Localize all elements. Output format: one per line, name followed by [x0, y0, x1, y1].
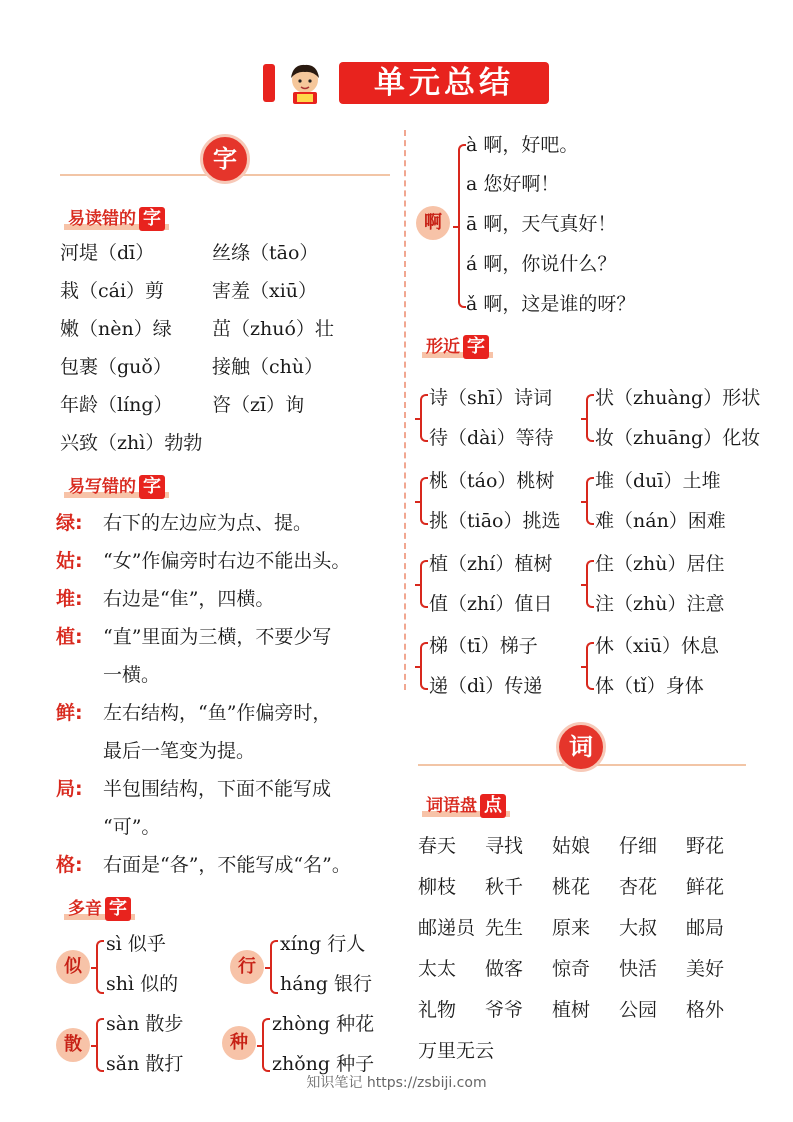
word-item: 快活 — [619, 958, 658, 980]
footer-watermark: 知识笔记 https://zsbiji.com — [306, 1075, 487, 1091]
subheader-yidu: 易读错的 字 — [68, 207, 165, 231]
list-item: 嫩（nèn）绿 — [60, 318, 172, 340]
note-text: 半包围结构，下面不能写成 — [103, 778, 332, 800]
section-badge-zi: 字 — [200, 134, 250, 184]
char-label: 堆: — [56, 588, 83, 610]
list-item: 接触（chù） — [212, 356, 324, 378]
word-item: 惊奇 — [552, 958, 591, 980]
reading-item: á 啊，你说什么？ — [466, 253, 617, 275]
reading-item: xíng 行人 — [280, 933, 366, 955]
note-text: 左右结构，“鱼”作偏旁时， — [103, 702, 332, 724]
reading-item: sì 似乎 — [106, 933, 166, 955]
reading-item: zhǒng 种子 — [272, 1053, 375, 1075]
brace-icon — [420, 560, 428, 608]
reading-item: shì 似的 — [106, 973, 179, 995]
reading-item: sàn 散步 — [106, 1013, 184, 1035]
pair-item: 待（dài）等待 — [429, 427, 554, 449]
word-item: 春天 — [418, 835, 457, 857]
word-item: 礼物 — [418, 999, 457, 1021]
note-text: 右边是“隹”，四横。 — [103, 588, 275, 610]
note-text: “可”。 — [103, 816, 161, 838]
note-text: 右下的左边应为点、提。 — [103, 512, 313, 534]
pair-item: 注（zhù）注意 — [595, 593, 725, 615]
pair-item: 休（xiū）休息 — [595, 635, 720, 657]
brace-icon — [586, 560, 594, 608]
brace-icon — [420, 394, 428, 442]
word-item: 野花 — [686, 835, 725, 857]
polyphone-char: 散 — [56, 1028, 90, 1062]
word-item: 邮局 — [686, 917, 725, 939]
char-label: 绿: — [56, 512, 83, 534]
brace-icon — [270, 940, 278, 994]
pair-item: 状（zhuàng）形状 — [595, 387, 761, 409]
pair-item: 诗（shī）诗词 — [429, 387, 553, 409]
word-item: 植树 — [552, 999, 591, 1021]
word-item: 杏花 — [619, 876, 658, 898]
brace-icon — [96, 940, 104, 994]
brace-icon — [458, 144, 466, 308]
word-item: 秋千 — [485, 876, 524, 898]
reading-boy-icon — [283, 60, 327, 106]
char-label: 局: — [56, 778, 83, 800]
page-title: 单元总结 — [339, 62, 549, 104]
pair-item: 值（zhí）值日 — [429, 593, 553, 615]
pair-item: 难（nán）困难 — [595, 510, 726, 532]
brace-icon — [96, 1018, 104, 1072]
word-item: 公园 — [619, 999, 658, 1021]
word-item: 做客 — [485, 958, 524, 980]
banner-left-tab — [263, 64, 275, 102]
subheader-duoyin: 多音 字 — [68, 897, 131, 921]
note-text: “直”里面为三横，不要少写 — [103, 626, 332, 648]
reading-item: à 啊，好吧。 — [466, 134, 579, 156]
reading-item: a 您好啊！ — [466, 173, 560, 195]
pair-item: 妆（zhuāng）化妆 — [595, 427, 761, 449]
note-text: 右面是“各”，不能写成“名”。 — [103, 854, 351, 876]
reading-item: háng 银行 — [280, 973, 373, 995]
word-item: 邮递员 — [418, 917, 476, 939]
column-divider — [404, 130, 406, 690]
word-item: 万里无云 — [418, 1040, 495, 1062]
reading-item: ā 啊，天气真好！ — [466, 213, 617, 235]
list-item: 包裹（guǒ） — [60, 356, 172, 378]
word-item: 太太 — [418, 958, 457, 980]
polyphone-char: 似 — [56, 950, 90, 984]
subheader-yixie: 易写错的 字 — [68, 475, 165, 499]
pair-item: 桃（táo）桃树 — [429, 470, 555, 492]
section-badge-ci: 词 — [556, 722, 606, 772]
brace-icon — [262, 1018, 270, 1072]
word-item: 寻找 — [485, 835, 524, 857]
word-item: 原来 — [552, 917, 591, 939]
word-item: 仔细 — [619, 835, 658, 857]
char-label: 格: — [56, 854, 83, 876]
pair-item: 梯（tī）梯子 — [429, 635, 538, 657]
word-item: 格外 — [686, 999, 725, 1021]
reading-item: sǎn 散打 — [106, 1053, 184, 1075]
title-banner — [263, 62, 549, 104]
polyphone-char: 啊 — [416, 206, 450, 240]
note-text: “女”作偏旁时右边不能出头。 — [103, 550, 351, 572]
brace-icon — [420, 642, 428, 690]
char-label: 植: — [56, 626, 83, 648]
pair-item: 挑（tiāo）挑选 — [429, 510, 561, 532]
brace-icon — [420, 477, 428, 525]
list-item: 咨（zī）询 — [212, 394, 305, 416]
pair-item: 递（dì）传递 — [429, 675, 543, 697]
pair-item: 住（zhù）居住 — [595, 553, 725, 575]
polyphone-char: 种 — [222, 1026, 256, 1060]
note-text: 一横。 — [103, 664, 161, 686]
list-item: 栽（cái）剪 — [60, 280, 165, 302]
brace-icon — [586, 642, 594, 690]
pair-item: 堆（duī）土堆 — [595, 470, 721, 492]
subheader-ciyu: 词语盘 点 — [426, 794, 506, 818]
note-text: 最后一笔变为提。 — [103, 740, 256, 762]
reading-item: ǎ 啊，这是谁的呀？ — [466, 293, 636, 315]
word-item: 爷爷 — [485, 999, 524, 1021]
list-item: 兴致（zhì）勃勃 — [60, 432, 203, 454]
pair-item: 植（zhí）植树 — [429, 553, 553, 575]
word-item: 桃花 — [552, 876, 591, 898]
list-item: 年龄（líng） — [60, 394, 173, 416]
subheader-xingjin: 形近 字 — [426, 335, 489, 359]
brace-icon — [586, 394, 594, 442]
word-item: 美好 — [686, 958, 725, 980]
word-item: 大叔 — [619, 917, 658, 939]
list-item: 害羞（xiū） — [212, 280, 318, 302]
list-item: 河堤（dī） — [60, 242, 155, 264]
list-item: 茁（zhuó）壮 — [212, 318, 334, 340]
brace-icon — [586, 477, 594, 525]
char-label: 姑: — [56, 550, 83, 572]
pair-item: 体（tǐ）身体 — [595, 675, 704, 697]
list-item: 丝绦（tāo） — [212, 242, 319, 264]
reading-item: zhòng 种花 — [272, 1013, 375, 1035]
word-item: 柳枝 — [418, 876, 457, 898]
word-item: 先生 — [485, 917, 524, 939]
polyphone-char: 行 — [230, 950, 264, 984]
word-item: 姑娘 — [552, 835, 591, 857]
word-item: 鲜花 — [686, 876, 725, 898]
char-label: 鲜: — [56, 702, 83, 724]
